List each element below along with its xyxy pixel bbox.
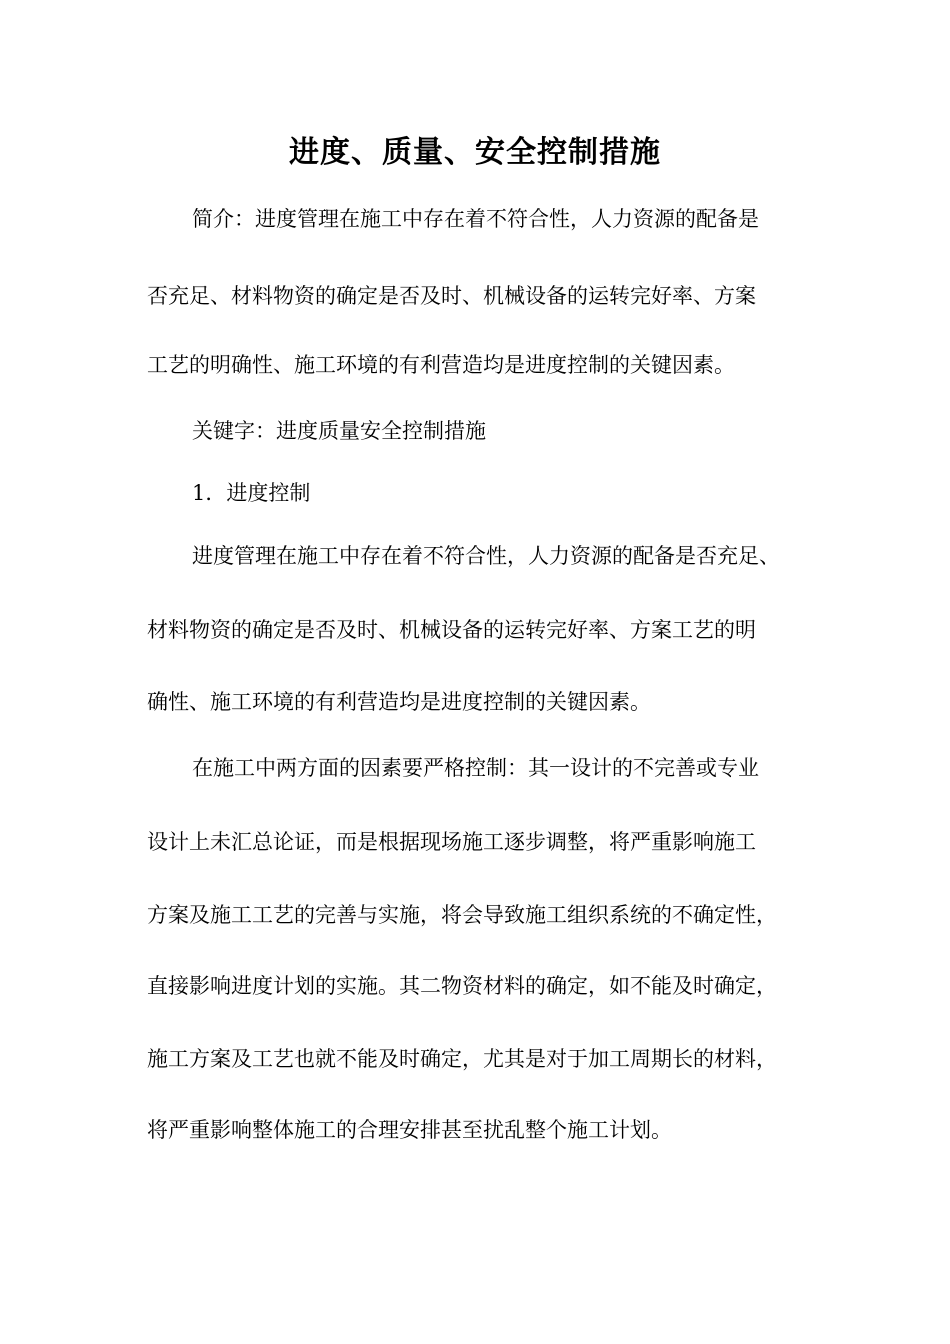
paragraph-1-line-2: 材料物资的确定是否及时、机械设备的运转完好率、方案工艺的明 <box>147 618 756 642</box>
abstract-line-2: 否充足、材料物资的确定是否及时、机械设备的运转完好率、方案 <box>147 284 756 308</box>
paragraph-2-line-3: 方案及施工工艺的完善与实施，将会导致施工组织系统的不确定性， <box>147 903 777 927</box>
paragraph-1-line-1: 进度管理在施工中存在着不符合性，人力资源的配备是否充足、 <box>192 544 780 568</box>
paragraph-2-line-4: 直接影响进度计划的实施。其二物资材料的确定，如不能及时确定， <box>147 974 777 998</box>
paragraph-2-line-1: 在施工中两方面的因素要严格控制：其一设计的不完善或专业 <box>192 756 759 780</box>
paragraph-1-line-3: 确性、施工环境的有利营造均是进度控制的关键因素。 <box>147 690 651 714</box>
section-heading-progress-control: 1．进度控制 <box>192 481 311 505</box>
abstract-line-1: 简介：进度管理在施工中存在着不符合性，人力资源的配备是 <box>192 207 759 231</box>
paragraph-2-line-6: 将严重影响整体施工的合理安排甚至扰乱整个施工计划。 <box>147 1118 672 1142</box>
paragraph-2-line-5: 施工方案及工艺也就不能及时确定，尤其是对于加工周期长的材料， <box>147 1047 777 1071</box>
keywords-line: 关键字：进度质量安全控制措施 <box>192 419 486 443</box>
document-title: 进度、质量、安全控制措施 <box>289 135 661 170</box>
abstract-line-3: 工艺的明确性、施工环境的有利营造均是进度控制的关键因素。 <box>147 353 735 377</box>
paragraph-2-line-2: 设计上未汇总论证，而是根据现场施工逐步调整，将严重影响施工 <box>147 830 756 854</box>
